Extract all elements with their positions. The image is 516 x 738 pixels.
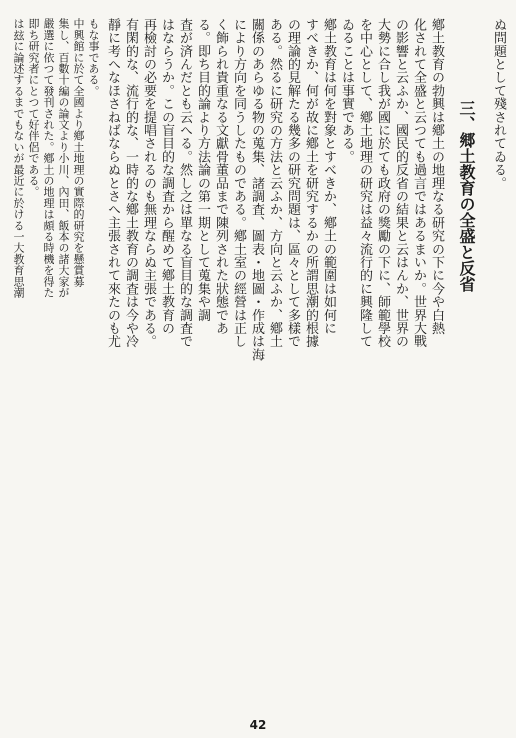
text-column: ゐることは事實である。 [339,18,354,164]
text-column: の影響と云ふか、國民的反省の結果と云はんか、世界の [393,18,408,348]
text-column: 査が済んだとも云へる。然し之は單なる盲目的な調査で [177,18,192,348]
text-column: は玆に論述するまでもないが最近に於ける一大教育思潮 [12,18,25,298]
text-column: 化されて全盛と云つても過言ではあるまいか。世界大戰 [411,18,426,348]
opening-line: ぬ問題として殘されてゐる。 [491,18,506,190]
text-column: 再檢討の必要を提唱されるのも無理ならぬ主張である。 [141,18,156,348]
text-column: すべきか、何が故に鄕土を研究するかの所謂思潮的根據 [303,18,318,348]
page-number: 42 [249,718,267,732]
text-column: 即ち研究者にとつて好伴侶である。 [27,18,40,198]
section-heading-3: 三、郷土教育の全盛と反省 [457,100,476,292]
text-column: 有閑的な、流行的な、一時的な鄕土教育の調査は今や冷 [123,18,138,348]
text-column: の理論的見解たる幾多の研究問題は、區々として多樣で [285,18,300,348]
text-column: ある。然るに研究の方法と云ふか、方向と云ふか、鄕土 [267,18,282,348]
text-column: を中心として、鄕土地理の研究は益々流行的に興隆して [357,18,372,348]
text-column: 鄕土教育の勃興は鄕土の地理なる研究の下に今や白熱 [429,18,444,335]
text-column: もな事である。 [87,18,100,97]
text-column: はならうか。この盲目的な調査から醒めて鄕土教育の [159,18,174,335]
text-column: 嚴選に依つて發刊された。鄕土の地理は頗る時機を得た [42,18,55,298]
text-column: 大勢に合し我が國に於ても政府の獎勵の下に、師範學校 [375,18,390,348]
text-column: 中興館に於て全國より鄕土地理の實際的研究を懸賞募 [72,18,85,287]
text-column: 關係のあらゆる物の蒐集、諸調査、圖表・地圖・作成は海 [249,18,264,362]
text-column: により方向を同うしたものである。鄕土室の經營は正し [231,18,246,348]
text-column: 鄕土教育は何を對象とすべきか、鄕土の範圍は如何に [321,18,336,335]
text-column: 集し、百數十編の論文より小川、內田、飯本の諸大家が [57,18,70,298]
text-column: る。即ち目的論より方法論の第一期として蒐集や調 [195,18,210,322]
text-column: く飾られ貴重なる文獻骨董品まで陳列された狀態であ [213,18,228,335]
text-column: 靜に考へなほさねばならぬとさへ主張されて來たのも尤 [105,18,120,348]
